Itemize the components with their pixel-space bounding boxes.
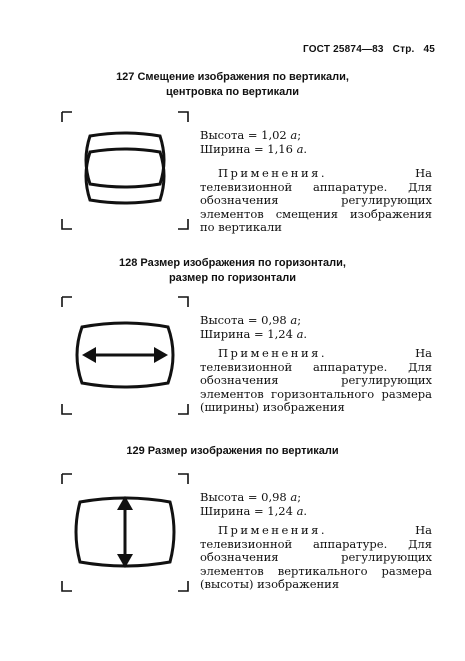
height-label: Высота [200,313,245,327]
section-title-line1: 129 Размер изображения по вертикали [126,445,339,457]
width-value: 1,24 [267,327,293,341]
unit: a [296,142,304,156]
section-title-line2: размер по горизонтали [168,272,297,284]
section-129-dimensions [200,490,307,518]
section-127-dimensions [200,128,307,156]
usage-heading: Применения. [218,523,328,537]
width-label: Ширина [200,327,251,341]
unit: a [290,128,298,142]
usage-text: На телевизионной аппаратуре. Для обозначения регулирующих элементов горизонтального размера (ширины) изображения [200,346,432,414]
section-127-figure [60,108,190,233]
section-title-line1: 128 Размер изображения по горизонтали, [119,257,346,269]
width-value: 1,16 [267,142,293,156]
height-value: 1,02 [261,128,287,142]
section-129-usage [200,524,432,592]
standard-number: ГОСТ 25874—83 [302,44,384,55]
section-128-figure [60,293,190,418]
unit: a [290,490,298,504]
section-127-title [0,70,465,100]
page-header [297,44,435,55]
height-value: 0,98 [261,490,287,504]
horizontal-size-symbol-icon [60,293,190,418]
height-label: Высота [200,128,245,142]
section-128-dimensions [200,313,307,341]
unit: a [296,327,304,341]
section-title-line1: 127 Смещение изображения по вертикали, [116,71,349,83]
height-label: Высота [200,490,245,504]
section-129-figure [60,470,190,595]
section-128-title [0,256,465,286]
width-label: Ширина [200,142,251,156]
usage-heading: Применения. [218,346,328,360]
usage-text: На телевизионной аппаратуре. Для обозначения регулирующих элементов смещения изображения по вертикали [200,166,432,234]
page-label: Стр. [392,44,415,55]
vertical-shift-symbol-icon [60,108,190,233]
height-row: Высота = 0,98 a; [200,313,302,327]
width-value: 1,24 [267,504,293,518]
unit: a [296,504,304,518]
section-127-usage [200,167,432,235]
page-number: 45 [423,44,435,55]
unit: a [290,313,298,327]
height-row: Высота = 0,98 a; [200,490,302,504]
width-row: Ширина = 1,16 a. [200,142,308,156]
section-128-usage [200,347,432,415]
section-title-line2: центровка по вертикали [165,86,300,98]
width-label: Ширина [200,504,251,518]
height-value: 0,98 [261,313,287,327]
width-row: Ширина = 1,24 a. [200,327,308,341]
width-row: Ширина = 1,24 a. [200,504,308,518]
height-row: Высота = 1,02 a; [200,128,302,142]
usage-heading: Применения. [218,166,328,180]
section-129-title [0,444,465,459]
vertical-size-symbol-icon [60,470,190,595]
usage-text: На телевизионной аппаратуре. Для обозначения регулирующих элементов вертикального размера (высоты) изображения [200,523,432,591]
